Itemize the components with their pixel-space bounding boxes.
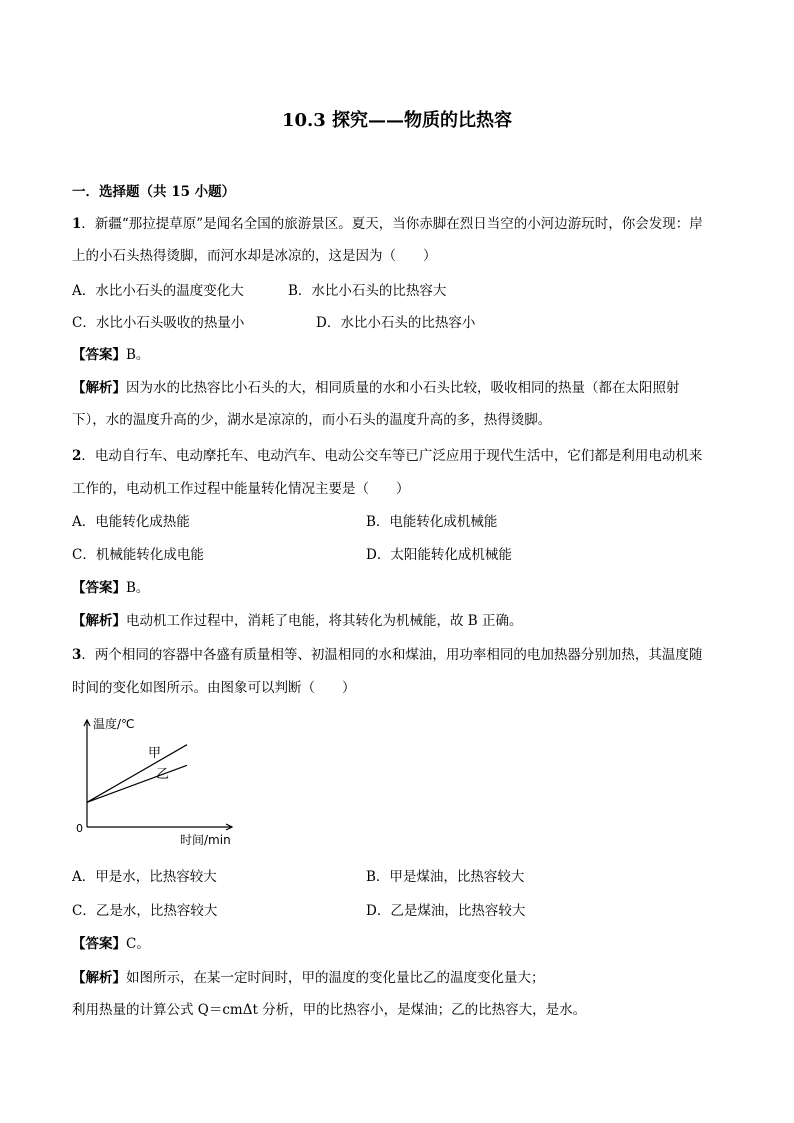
origin-label: 0 — [76, 822, 83, 835]
q2-stem-line2: 工作的，电动机工作过程中能量转化情况主要是（ ） — [72, 481, 410, 497]
x-axis-label: 时间/min — [180, 833, 231, 847]
series-label-yi: 乙 — [156, 767, 170, 782]
q1-answer — [72, 347, 149, 363]
q2-number: 2 — [72, 448, 82, 464]
q3-answer-value: C。 — [126, 936, 150, 952]
q1-answer-value: B。 — [126, 347, 150, 363]
q3-option-b: B．甲是煤油，比热容较大 — [366, 869, 525, 885]
series-line-jia — [87, 745, 187, 803]
q3-stem-line2: 时间的变化如图所示。由图象可以判断（ ） — [72, 680, 356, 696]
q1-option-c: C．水比小石头吸收的热量小 — [72, 315, 245, 331]
q1-answer-tag: 【答案】 — [72, 347, 126, 363]
q3-stem-line1 — [72, 647, 702, 663]
q1-analysis-text-1: 因为水的比热容比小石头的大，相同质量的水和小石头比较，吸收相同的热量（都在太阳照射 — [126, 380, 680, 396]
q2-analysis-tag: 【解析】 — [72, 613, 126, 629]
q2-option-a: A．电能转化成热能 — [72, 514, 190, 530]
q1-analysis-line1 — [72, 380, 680, 396]
series-label-jia: 甲 — [148, 746, 162, 761]
y-axis-label: 温度/℃ — [93, 717, 135, 731]
q1-stem-line1 — [72, 216, 703, 232]
graph-series — [87, 745, 187, 803]
q3-number: 3 — [72, 647, 82, 663]
q3-option-c: C．乙是水，比热容较大 — [72, 903, 218, 919]
temperature-time-graph — [70, 712, 250, 852]
q1-option-a: A．水比小石头的温度变化大 — [72, 283, 244, 299]
q1-option-d: D．水比小石头的比热容小 — [316, 315, 476, 331]
q3-analysis-tag: 【解析】 — [72, 970, 126, 986]
q3-option-d: D．乙是煤油，比热容较大 — [366, 903, 526, 919]
q2-option-d: D．太阳能转化成机械能 — [366, 547, 512, 563]
section-heading: 一．选择题（共 15 小题） — [72, 184, 236, 200]
q3-answer — [72, 936, 150, 952]
q1-stem-line2: 上的小石头热得烫脚，而河水却是冰凉的，这是因为（ ） — [72, 248, 437, 264]
q3-analysis-line1 — [72, 970, 545, 986]
q2-stem-line1 — [72, 448, 702, 464]
q2-option-c: C．机械能转化成电能 — [72, 547, 204, 563]
q2-answer-value: B。 — [126, 580, 150, 596]
q1-analysis-line2: 下），水的温度升高的少，湖水是凉凉的，而小石头的温度升高的多，热得烫脚。 — [72, 412, 552, 428]
q1-analysis-tag: 【解析】 — [72, 380, 126, 396]
q2-answer-tag: 【答案】 — [72, 580, 126, 596]
q3-text-1: ．两个相同的容器中各盛有质量相等、初温相同的水和煤油，用功率相同的电加热器分别加热，其温度随 — [81, 647, 703, 663]
q1-text-1: ．新疆“那拉提草原”是闻名全国的旅游景区。夏天，当你赤脚在烈日当空的小河边游玩时，你会发现：岸 — [81, 216, 703, 232]
series-line-yi — [87, 765, 187, 802]
q2-analysis-line1 — [72, 613, 523, 629]
page-title: 10.3 探究——物质的比热容 — [281, 110, 513, 131]
q1-number: 1 — [72, 216, 82, 232]
q1-option-b: B．水比小石头的比热容大 — [288, 283, 447, 299]
q2-analysis-text-1: 电动机工作过程中，消耗了电能，将其转化为机械能，故 B 正确。 — [126, 613, 523, 629]
q2-answer — [72, 580, 149, 596]
q3-answer-tag: 【答案】 — [72, 936, 126, 952]
q2-text-1: ．电动自行车、电动摩托车、电动汽车、电动公交车等已广泛应用于现代生活中，它们都是利用电动机来 — [81, 448, 703, 464]
q3-option-a: A．甲是水，比热容较大 — [72, 869, 217, 885]
q3-analysis-text-1: 如图所示，在某一定时间时，甲的温度的变化量比乙的温度变化量大； — [126, 970, 545, 986]
q2-option-b: B．电能转化成机械能 — [366, 514, 498, 530]
q3-analysis-line2: 利用热量的计算公式 Q＝cmΔt 分析，甲的比热容小，是煤油；乙的比热容大，是水。 — [72, 1002, 587, 1018]
